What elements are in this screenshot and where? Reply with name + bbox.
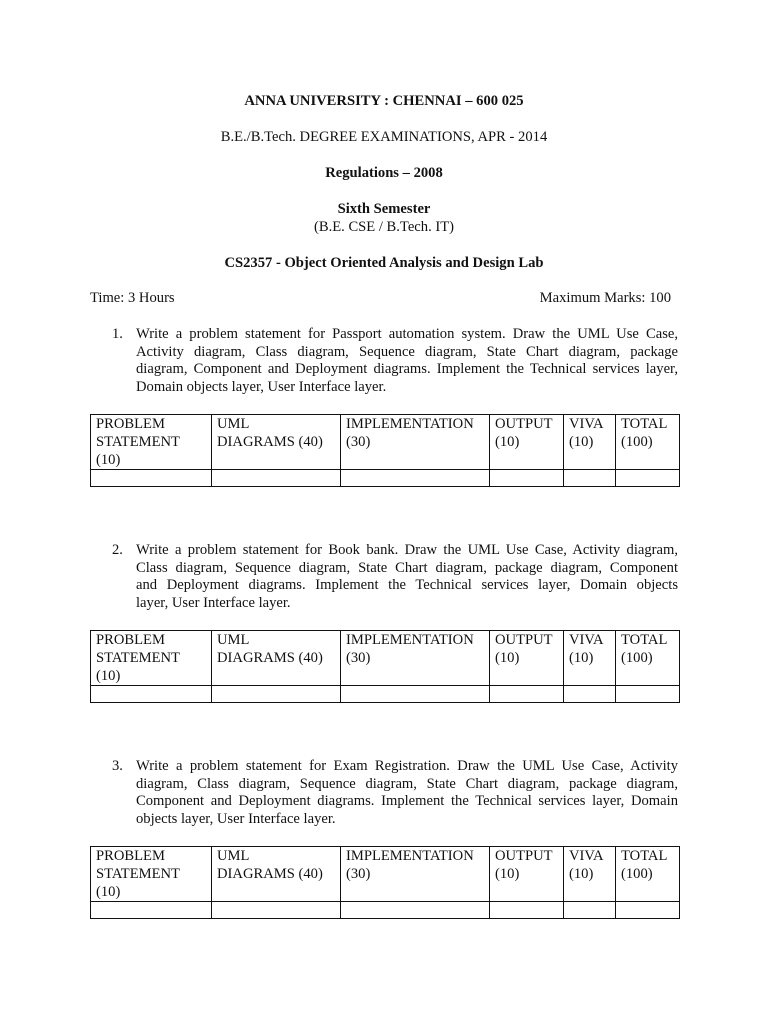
header-output: OUTPUT (10) xyxy=(490,847,564,902)
question-line: diagram, Component and Deployment diagrams. Implement the Technical services layer, xyxy=(136,361,678,378)
marks-header-row xyxy=(91,631,680,686)
header-uml-diagrams: UML DIAGRAMS (40) xyxy=(212,847,341,902)
university-title: ANNA UNIVERSITY : CHENNAI – 600 025 xyxy=(244,93,524,109)
header-viva: VIVA (10) xyxy=(564,847,616,902)
header-total: TOTAL (100) xyxy=(616,847,680,902)
question-text xyxy=(136,758,678,828)
marks-cell xyxy=(616,902,680,919)
exam-title: B.E./B.Tech. DEGREE EXAMINATIONS, APR - 2014 xyxy=(220,129,548,145)
marks-cell xyxy=(341,470,490,487)
marks-cell xyxy=(212,902,341,919)
question-line: and Deployment diagrams. Implement the Technical services layer, Domain objects xyxy=(136,577,678,594)
header-uml-diagrams: UML DIAGRAMS (40) xyxy=(212,415,341,470)
header-problem-statement: PROBLEM STATEMENT (10) xyxy=(91,631,212,686)
marks-cell xyxy=(564,902,616,919)
header-implementation: IMPLEMENTATION (30) xyxy=(341,847,490,902)
header-total: TOTAL (100) xyxy=(616,415,680,470)
marks-cell xyxy=(490,902,564,919)
question-number: 1. xyxy=(112,326,123,342)
marks-cell xyxy=(490,470,564,487)
branch: (B.E. CSE / B.Tech. IT) xyxy=(313,219,455,235)
question-line: objects layer, User Interface layer. xyxy=(136,810,336,827)
question-line: Domain objects layer, User Interface layer. xyxy=(136,378,387,395)
header-output: OUTPUT (10) xyxy=(490,415,564,470)
question-text xyxy=(136,326,678,396)
marks-cell xyxy=(91,686,212,703)
marks-cell xyxy=(91,470,212,487)
marks-cell xyxy=(91,902,212,919)
marks-entry-row xyxy=(91,470,680,487)
question-line: Write a problem statement for Exam Registration. Draw the UML Use Case, Activity xyxy=(136,758,678,774)
header-viva: VIVA (10) xyxy=(564,415,616,470)
maximum-marks: Maximum Marks: 100 xyxy=(539,290,671,306)
marks-cell xyxy=(341,686,490,703)
header-problem-statement: PROBLEM STATEMENT (10) xyxy=(91,847,212,902)
marks-table-2 xyxy=(90,630,680,703)
marks-cell xyxy=(212,470,341,487)
header-output: OUTPUT (10) xyxy=(490,631,564,686)
marks-cell xyxy=(564,686,616,703)
time-allowed: Time: 3 Hours xyxy=(90,290,175,306)
marks-cell xyxy=(616,470,680,487)
question-line: diagram, Class diagram, Sequence diagram, State Chart diagram, package diagram, xyxy=(136,775,678,792)
question-number: 2. xyxy=(112,542,123,558)
marks-table-1 xyxy=(90,414,680,487)
semester: Sixth Semester xyxy=(337,201,431,217)
question-number: 3. xyxy=(112,758,123,774)
marks-header-row xyxy=(91,415,680,470)
header-uml-diagrams: UML DIAGRAMS (40) xyxy=(212,631,341,686)
question-line: layer, User Interface layer. xyxy=(136,594,291,611)
marks-cell xyxy=(490,686,564,703)
question-line: Activity diagram, Class diagram, Sequence diagram, State Chart diagram, package xyxy=(136,343,678,360)
marks-cell xyxy=(341,902,490,919)
marks-entry-row xyxy=(91,902,680,919)
marks-header-row xyxy=(91,847,680,902)
marks-cell xyxy=(616,686,680,703)
header-implementation: IMPLEMENTATION (30) xyxy=(341,631,490,686)
header-problem-statement: PROBLEM STATEMENT (10) xyxy=(91,415,212,470)
course-title: CS2357 - Object Oriented Analysis and Design Lab xyxy=(224,255,544,271)
question-text xyxy=(136,542,678,612)
question-line: Write a problem statement for Passport automation system. Draw the UML Use Case, xyxy=(136,326,678,342)
header-viva: VIVA (10) xyxy=(564,631,616,686)
header-implementation: IMPLEMENTATION (30) xyxy=(341,415,490,470)
header-total: TOTAL (100) xyxy=(616,631,680,686)
question-line: Component and Deployment diagrams. Implement the Technical services layer, Domain xyxy=(136,793,678,810)
marks-table-3 xyxy=(90,846,680,919)
regulations: Regulations – 2008 xyxy=(325,165,443,181)
marks-cell xyxy=(212,686,341,703)
question-line: Class diagram, Sequence diagram, State Chart diagram, package diagram, Component xyxy=(136,559,678,576)
question-line: Write a problem statement for Book bank. Draw the UML Use Case, Activity diagram, xyxy=(136,542,678,558)
marks-entry-row xyxy=(91,686,680,703)
marks-cell xyxy=(564,470,616,487)
